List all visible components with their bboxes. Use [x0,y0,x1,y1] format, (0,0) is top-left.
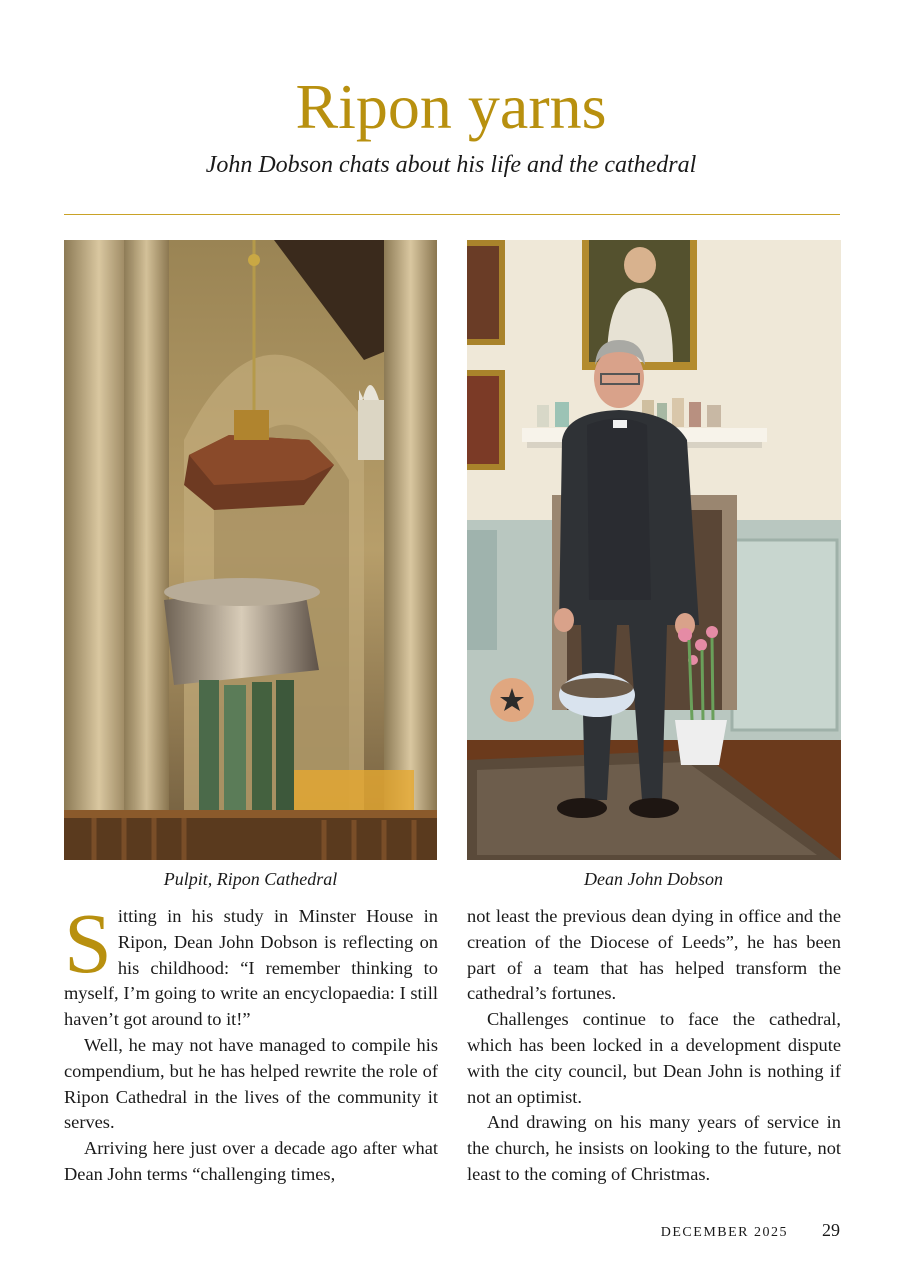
drop-cap: S [64,895,112,991]
dean-photo [467,240,841,860]
article-column-right [467,904,841,1188]
article-title: Ripon yarns [295,71,607,142]
paragraph-2: Well, he may not have managed to compile his compendium, but he has helped rewrite the role of Ripon Cathedral in the lives of the community it serves. [64,1034,438,1133]
paragraph-3: Arriving here just over a decade ago after what Dean John terms “challenging times, [64,1138,438,1184]
article-subtitle: John Dobson chats about his life and the cathedral [205,152,697,178]
page-number: 29 [822,1220,840,1240]
dean-caption: Dean John Dobson [584,869,723,889]
title-divider [64,214,840,215]
pulpit-caption: Pulpit, Ripon Cathedral [163,869,338,889]
pulpit-photo [64,240,437,860]
paragraph-6: And drawing on his many years of service in the church, he insists on looking to the future, not least to the coming of Christmas. [467,1112,841,1184]
paragraph-5: Challenges continue to face the cathedral, which has been locked in a development dispute with the city council, but Dean John is nothing if not an optimist. [467,1009,841,1107]
issue-date: DECEMBER 2025 [660,1225,788,1240]
paragraph-1-text: itting in his study in Minster House in Ripon, Dean John Dobson is reflecting on his childhood: “I remember thinking to myself, I’m going to write an encyclopaedia: I still haven’t got around to it!” [64,906,438,1030]
article-column-left [64,895,438,1188]
paragraph-4: not least the previous dean dying in office and the creation of the Diocese of Leeds”, he has been part of a team that has helped transform the cathedral’s fortunes. [467,906,841,1004]
paragraph-1 [64,895,438,1033]
page-footer [661,1220,840,1241]
